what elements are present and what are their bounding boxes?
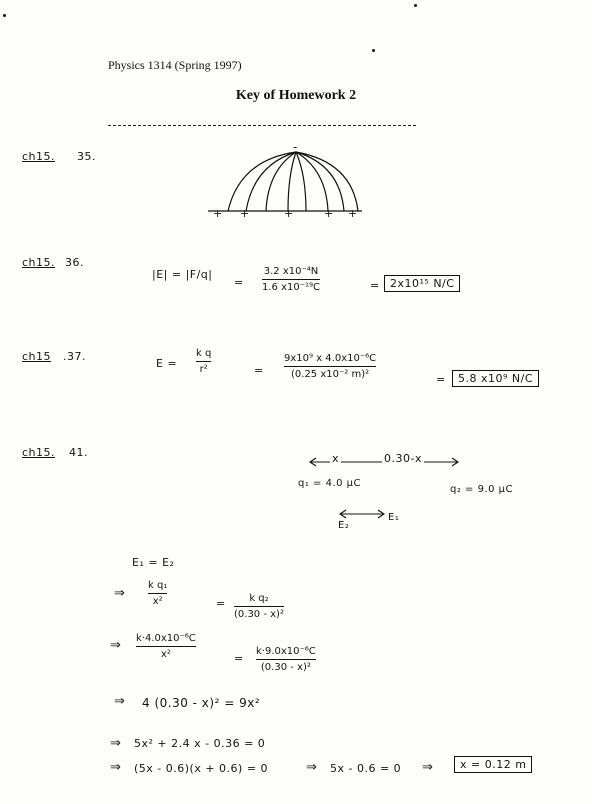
denominator: (0.30 - x)² <box>234 609 284 620</box>
equals-sign: = <box>234 276 244 289</box>
denominator: (0.30 - x)² <box>260 662 311 673</box>
implies-arrow: ⇒ <box>110 736 122 751</box>
problem-number: .37. <box>63 350 87 363</box>
positive-charge: + <box>213 207 223 220</box>
numerator: 9x10⁹ x 4.0x10⁻⁶C <box>284 353 377 364</box>
chapter-label: ch15. <box>22 150 56 163</box>
positive-charge: + <box>348 207 358 220</box>
equals-sign: = <box>234 652 244 665</box>
negative-charge: - <box>293 140 298 154</box>
charge-q2-label: q₂ = 9.0 μC <box>450 484 514 495</box>
answer-box: x = 0.12 m <box>454 756 532 773</box>
implies-arrow: ⇒ <box>306 760 318 775</box>
fraction <box>256 645 316 674</box>
quadratic-equation: 5x² + 2.4 x - 0.36 = 0 <box>134 737 266 750</box>
positive-charge: + <box>324 207 334 220</box>
numerator: k q₂ <box>249 593 269 604</box>
equals-sign: = <box>216 597 226 610</box>
numerator: k·4.0x10⁻⁶C <box>136 633 196 644</box>
page-title: Key of Homework 2 <box>235 88 357 103</box>
numerator: k·9.0x10⁻⁶C <box>256 646 316 657</box>
numerator: k q <box>196 348 212 359</box>
field-magnitude-definition: |E| = |F/q| <box>152 268 213 281</box>
factored-equation: (5x - 0.6)(x + 0.6) = 0 <box>134 762 269 775</box>
equals-sign: = <box>254 364 264 377</box>
positive-charge: + <box>240 207 250 220</box>
equals-sign: = <box>370 279 380 292</box>
squared-equation: 4 (0.30 - x)² = 9x² <box>142 696 261 710</box>
problem-number: 35. <box>77 150 97 163</box>
implies-arrow: ⇒ <box>110 638 122 653</box>
positive-charge: + <box>284 207 294 220</box>
charge-q1-label: q₁ = 4.0 μC <box>298 478 362 489</box>
fraction <box>148 579 167 608</box>
denominator: r² <box>199 364 208 375</box>
equals-sign: = <box>436 373 446 386</box>
implies-arrow: ⇒ <box>110 760 122 775</box>
numerator: k q₁ <box>148 580 168 591</box>
course-title: Physics 1314 (Spring 1997) <box>108 58 242 72</box>
problem-number: 41. <box>69 446 89 459</box>
chapter-label: ch15. <box>22 256 56 269</box>
denominator: (0.25 x10⁻² m)² <box>291 369 370 380</box>
answer-box: 2x10¹⁵ N/C <box>384 275 460 292</box>
fraction <box>136 632 196 661</box>
denominator: x² <box>152 596 163 607</box>
field-e2-label: E₂ <box>338 520 350 531</box>
chapter-label: ch15. <box>22 446 56 459</box>
fraction <box>234 592 284 621</box>
implies-arrow: ⇒ <box>114 586 126 601</box>
field-formula-lhs: E = <box>156 357 178 370</box>
denominator: 1.6 x10⁻¹⁹C <box>262 282 321 293</box>
implies-arrow: ⇒ <box>114 694 126 709</box>
chapter-label: ch15 <box>22 350 52 363</box>
distance-x-label: x <box>332 452 340 465</box>
numerator: 3.2 x10⁻⁴N <box>263 266 319 277</box>
denominator: x² <box>160 649 171 660</box>
equality-condition: E₁ = E₂ <box>132 556 175 569</box>
problem-number: 36. <box>65 256 85 269</box>
answer-box: 5.8 x10⁹ N/C <box>452 370 539 387</box>
linear-factor-equation: 5x - 0.6 = 0 <box>330 762 402 775</box>
implies-arrow: ⇒ <box>422 760 434 775</box>
distance-remaining-label: 0.30-x <box>384 452 422 465</box>
field-e1-label: E₁ <box>388 512 400 523</box>
